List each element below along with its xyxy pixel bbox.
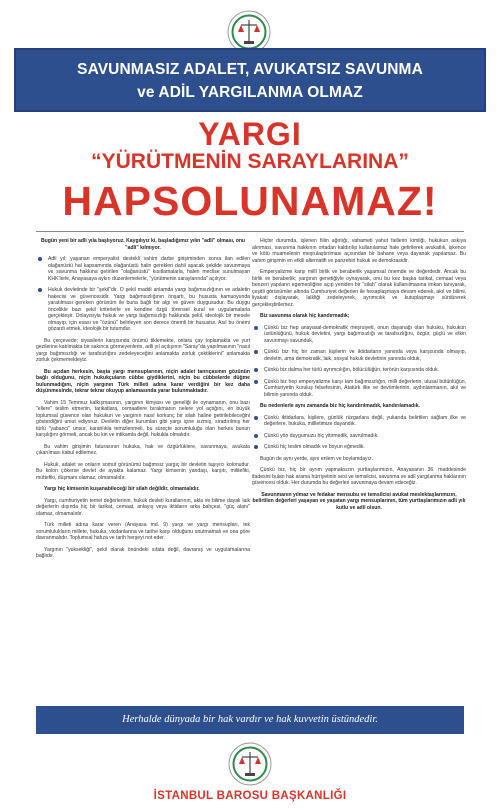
left-paragraph: Hukuk, adalet ve onların somut görünümü bağımsız yargıç bir devletin taşıyıcı kolonudur. Bu kolon çökerse devlet de ayakta kalamaz. Yargı kimsenin yandaşı, karşıtı, militefiki, müttefiki, düşmanı olamaz, olmamalıdır. [36, 461, 250, 481]
divider-top [36, 231, 464, 232]
right-paragraph: Bu nedenlerle aynı zamanda biz hiç kandırılmadık, kandırılamadık. [260, 403, 420, 409]
left-paragraph: Bu çerçevede; siyasilerin karşısında önümü tiklemekte, onlara çay toplamakta ve yurt gezilerine katılmakta bir sakınca görmeyenlerin, adli yıl açılışının "Saray"da yapılmasının "nasıl yargı bağımsızlığı ve tarafsızlığını zedeleyeceğini anlamakta zorluk çektiklerini" anlamakta zorluk çekmemekteyiz. [36, 337, 250, 363]
header-banner [14, 48, 486, 112]
left-paragraph: Vahim 15 Temmuz kalkışmasının, yargının kimyası ve geneliği ile oynamanın, onu bazı "ellere" teslim etmenin, tarikatlara, cemaatlere bırakmanın nelere yol açtığını, en büyük toplumsal güvence olan hukukun ve yargının nasıl korkunç bir silah haline getirilebileceğini gösterdiğini umut ediyoruz. Devletin diğer kurumları gibi yargı içine sızmış, sıradırılmış her türlü "yabancı" unsur, karanlıkla temizlenmeli, bu süreçte sorumluluğu olan herkes bunun karşılığını görmeli, ancak bu kin ve intikamla değil, hukukla olmalıdır. [36, 399, 250, 438]
closing-quote-box [36, 706, 464, 734]
right-paragraph: Hiçbir durumda, işlenen fiilin ağırlığı, vahameti yahut faillerin kimliği, hukukun askıya alınması, savunma hakkının ortadan kaldırılıp kullanılamaz hale getirilerek avukatlık, işkence ve kötü muamelenin meşrulaştırılması açısından bir bahane veya dayanak yapılamaz. Bu vahim girişimin en etkili alternatifi ve panzehiri hukuk ve demokrasidir. [252, 238, 466, 264]
left-paragraph: Adli yıl; yaşanan emperyalist destekli vahim darbe girişiminden sonra ilan edilen olağanüstü hal kapsamında olağanüstü halin gerekleri dahil aşacak şekilde savunmaya ve savunma hakkına getirilen "olağanüstü" kısıtlamalarla, halen meclise sunulmayan KHK'lerle, Anayasaya aykırı düzenlemelerle, "yürütmenin saraylarında" açılıyor. [36, 256, 250, 282]
right-paragraph: Savunmanın yılmaz ve fedakar mensubu ve temsilcisi avukat meslektaşlarımızın, belirtilen değerleri yaşayan ve yaşatan yargı mensuplarının, tüm yurttaşlarımızın adli yılı kutlu ve adil olsun. [252, 491, 466, 511]
right-paragraph: Çünkü biz hep anayasal-demokratik meşruiyeti, onun dayanağı olan hukuku, hukukun üstünlüğünü, hukuk devletini, yargı bağımsızlığı ve tarafsızlığını, özgür, güçlü ve etkin savunmayı savunduk, [252, 325, 466, 345]
banner-line-2: ve ADİL YARGILANMA OLMAZ [137, 84, 363, 101]
headline-subtitle: “YÜRÜTMENİN SARAYLARINA” [91, 150, 409, 173]
right-paragraph: Çünkü biz hep emperyalizme karşı tam bağımsızlığın, milli değerlerin, ulusal bütünlüğün, Cumhuriyetin kuruluş felsefesinin, Atatürk ilke ve devrimlerinin, aydınlanmanın, akıl ve bilimin yanında olduk. [252, 379, 466, 399]
left-paragraph: Hukuk devletinde bir "şekil"dir. O şekil maddi anlamda yargı bağımsızlığının ve adaletin hakecisi ve güvencesidir. Yargı bağımsızlığının önşartı, bu hususta kamuoyunda yaratılması gereken görünüm ile buna bağlı bir algı ve güven duygusudur. Bu duygu öncelikle bazı şekil kriterlerle ve kendine özgü törensel kural ve uygulamalarla gerçekleşir. Dolayısıyla hukuk ve yargı bağımsızlığı hakkında şekil, ideolojik bir mesele olmayıp, için esası ve "özünü" belirleyen son derece önemli bir husustur. Asıl bu önemi gözardı etmek, ideolojik bir tutumdur. [36, 287, 250, 333]
left-column [36, 238, 250, 565]
footer-title: İSTANBUL BAROSU BAŞKANLIĞI [153, 790, 347, 802]
right-paragraph: Çünkü biz dalma her türlü ayrımcılığın, bölücülüğün, terörün karşısında olduk. [252, 367, 466, 374]
headline-main: YARGI [198, 116, 302, 152]
right-paragraph: Biz savunma olarak hiç kandırmadık; [260, 313, 350, 319]
left-paragraph: Bu vahim girişimin faturasının hukuka, hak ve özgürlüklere, savunmaya, avukata çıkarılması kabul edilemez. [36, 443, 250, 456]
headline-big: HAPSOLUNAMAZ! [62, 178, 438, 224]
left-paragraph: Bu açıdan herkesin, başta yargı mensuplarının, niçin adalet tanrıçasının gözünün bağlı olduğunu, niçin hukukçuların cübbe giydiklerini, niçin bu cübbelerde düğme bulunmadığını, niçin yargının Türk milleti adına karar verdiğini bir kez daha düşünmesinde, tekrar tekrar okuyup anlamasında yarar bulunmaktadır. [36, 368, 250, 394]
right-paragraph: Emperyalizme karşı millî birlik ve beraberlik yaşamsal önemde ve değerdedir. Ancak bu birlik ve beraberlik; yargının genetiğiyle oynayarak, onu bu kez başka tarikat, cemaat veya benzeri yapıların egemenliğine açıp yeniden bir "silah" olarak kullanılmasına imkan tanıyarak, çeşitli görünümler altında Cumhuriyet değerleri ile hesaplaşmaya devam ederek, akıl ve bilimi, liyakati dışlayarak, laikliği zedeleyerek, ayrımcılık ve kutuplaşmayı sürdürerek gerçekleştirilemez. [252, 269, 466, 308]
banner-line-1: SAVUNMASIZ ADALET, AVUKATSIZ SAVUNMA [77, 61, 423, 78]
right-paragraph: Çünkü yön duygumuzu hiç yitirmedik, savrulmadık. [252, 433, 466, 440]
left-paragraph: Yargının "yüksekliği", şekil olarak önündeki sıfata değil, davranış ve uygulamalarına bağlıdır. [36, 546, 250, 559]
right-paragraph: Çünkü biz hiç bir zaman kişilerin ve iktidarların yanında veya karşısında olmayıp, devletin, ama demokratik, laik, sosyal hukuk devletinin yanında olduk, [252, 349, 466, 362]
signature-icon [330, 731, 430, 753]
left-paragraph: Bugün yeni bir adli yıla başlıyoruz. Kaygılıyız ki, başladığımız yılın "adli" olması, onu "adli" kılmıyor. [40, 238, 246, 251]
right-paragraph: Çünkü biz, hiç bir ayrım yapmaksızın yurttaşlarımızın, Anayasanın 36. maddesinde ifadesini bulan hak arama hürriyetinin sesi ve temsilcisi, savunma ve adil yargılanma haklarının güvencesi olduk. Her durumda bu değerleri savunmaya devam edeceğiz. [252, 467, 466, 486]
right-column [252, 238, 466, 516]
bar-association-emblem-icon [228, 742, 272, 786]
left-paragraph: Yargı hiç kimsenin kuşanabileceği bir silah değildir, olmamalıdır. [44, 486, 200, 492]
right-paragraph: Çünkü hiç teslim olmadık ve boyun eğmedik. [252, 444, 466, 451]
left-paragraph: Yargı, cumhuriyetin temel değerlerinin, hukuk devleti kurallarının, akla ve bilime dayalı laik değerlerin dışında hiç bir tarikat, cemaat, anlayış veya iktidarın arka bahçesi, "güç alanı" olamaz, olmamalıdır. [36, 497, 250, 517]
right-paragraph: Bugün de aynı yerde, aynı enlem ve boylamdayız. [260, 455, 373, 462]
closing-quote: Herhalde dünyada bir hak vardır ve hak kuvvetin üstündedir. [122, 714, 378, 725]
left-paragraph: Türk milleti adına karar veren (Anayasa md. 9) yargı ve yargı mensupları, tek sorumlulukların millete, hukuka, vicdanlarına ve tarihe karşı olduğunu unutmamalı ve ona göre davranmalıdır. Toplumsal hafıza ve tarih herşeyi not eder. [36, 522, 250, 541]
right-paragraph: Çünkü iktidarlara, kişilere, günlük rüzgarlara değil, yukarıda belirtilen sağlam ilke ve değerlere, hukuka, millletimize dayandık. [252, 415, 466, 428]
